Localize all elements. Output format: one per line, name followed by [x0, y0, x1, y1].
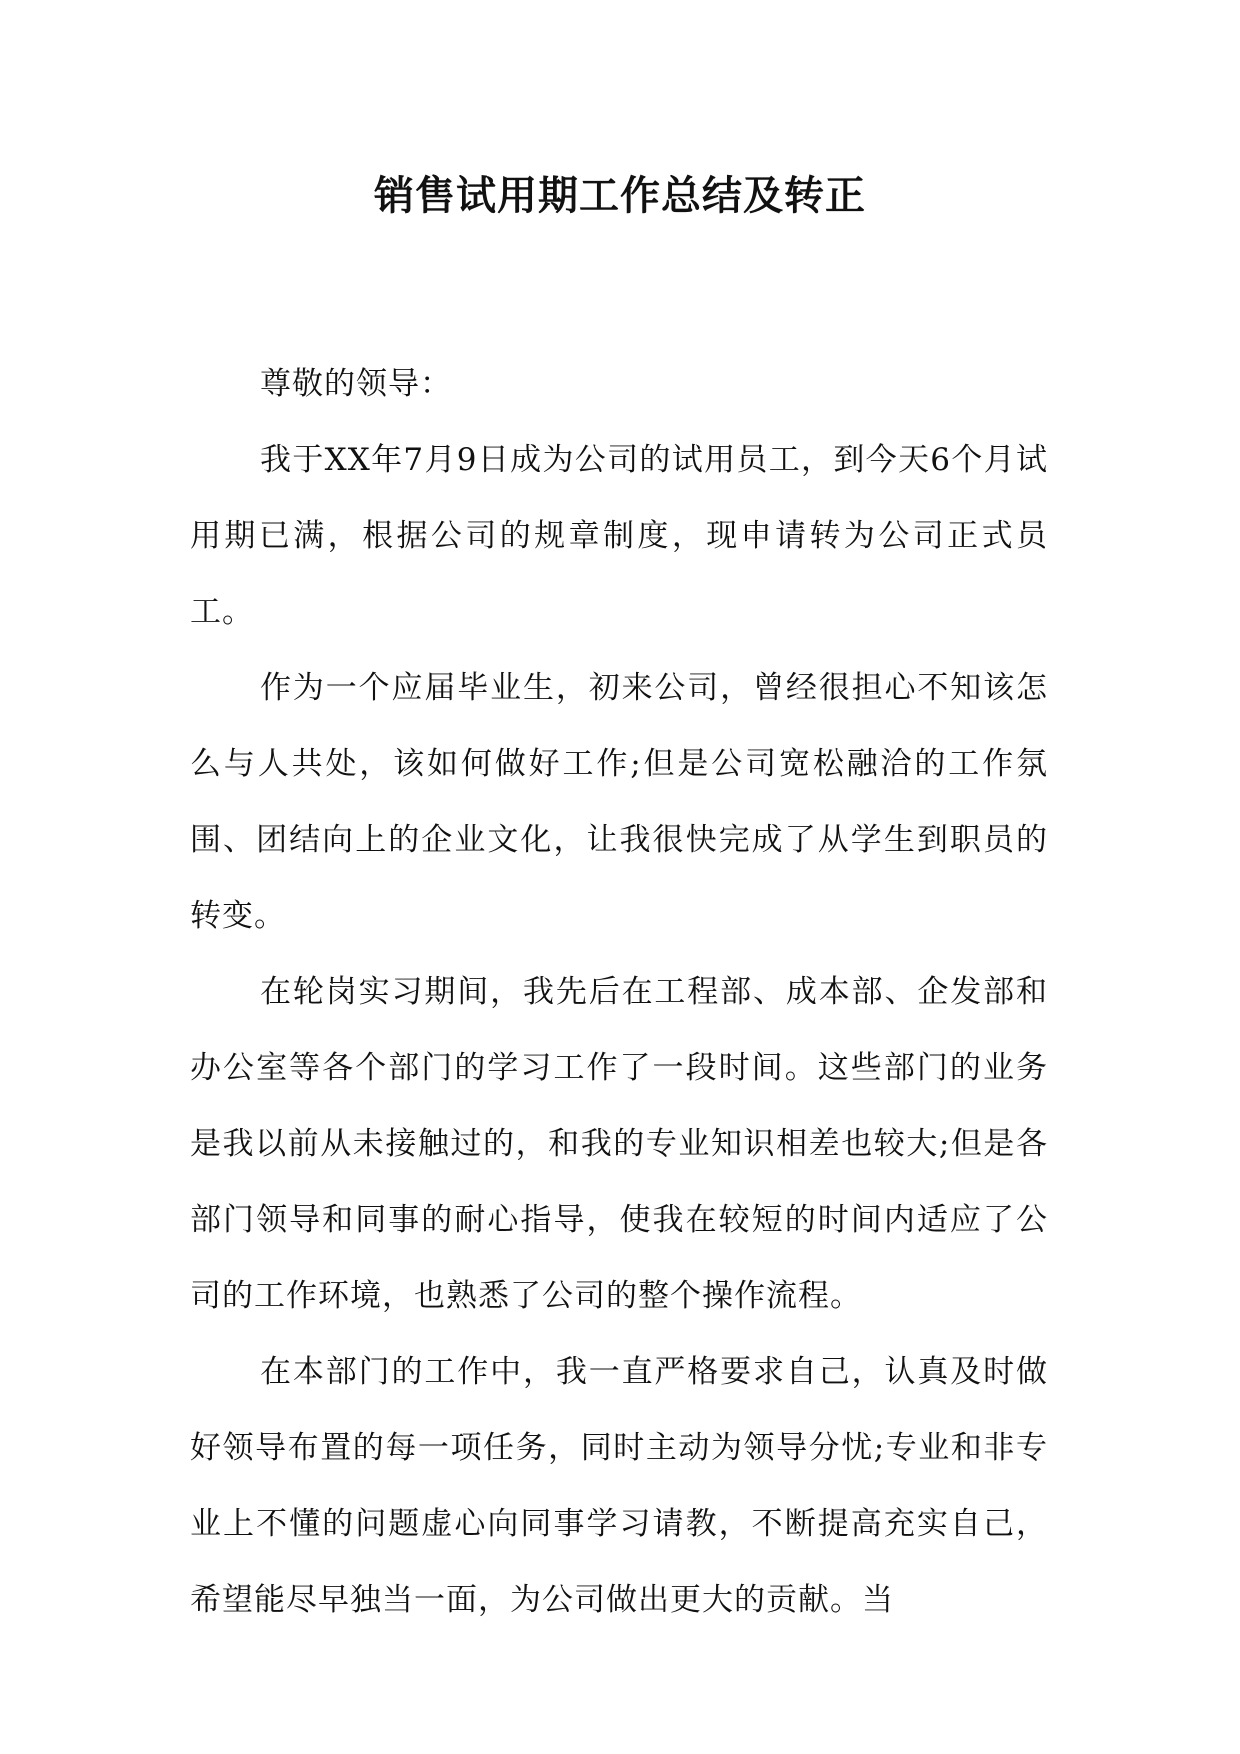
salutation: 尊敬的领导：	[260, 366, 452, 402]
paragraph-rotation-internship: 在轮岗实习期间，我先后在工程部、成本部、企发部和办公室等各个部门的学习工作了一段时间。这些部门的业务是我以前从未接触过的，和我的专业知识相差也较大;但是各部门领导和同事的耐心指导，使我在较短的时间内适应了公司的工作环境，也熟悉了公司的整个操作流程。	[190, 974, 1048, 1314]
document-title: 销售试用期工作总结及转正	[374, 173, 866, 219]
paragraph-probation-request: 我于XX年7月9日成为公司的试用员工，到今天6个月试用期已满，根据公司的规章制度，现申请转为公司正式员工。	[190, 442, 1048, 630]
document-body	[190, 346, 1048, 1638]
paragraph-new-graduate: 作为一个应届毕业生，初来公司，曾经很担心不知该怎么与人共处，该如何做好工作;但是公司宽松融洽的工作氛围、团结向上的企业文化，让我很快完成了从学生到职员的转变。	[190, 670, 1048, 934]
paragraph-department-work: 在本部门的工作中，我一直严格要求自己，认真及时做好领导布置的每一项任务，同时主动为领导分忧;专业和非专业上不懂的问题虚心向同事学习请教，不断提高充实自己，希望能尽早独当一面，为公司做出更大的贡献。当	[190, 1354, 1048, 1618]
